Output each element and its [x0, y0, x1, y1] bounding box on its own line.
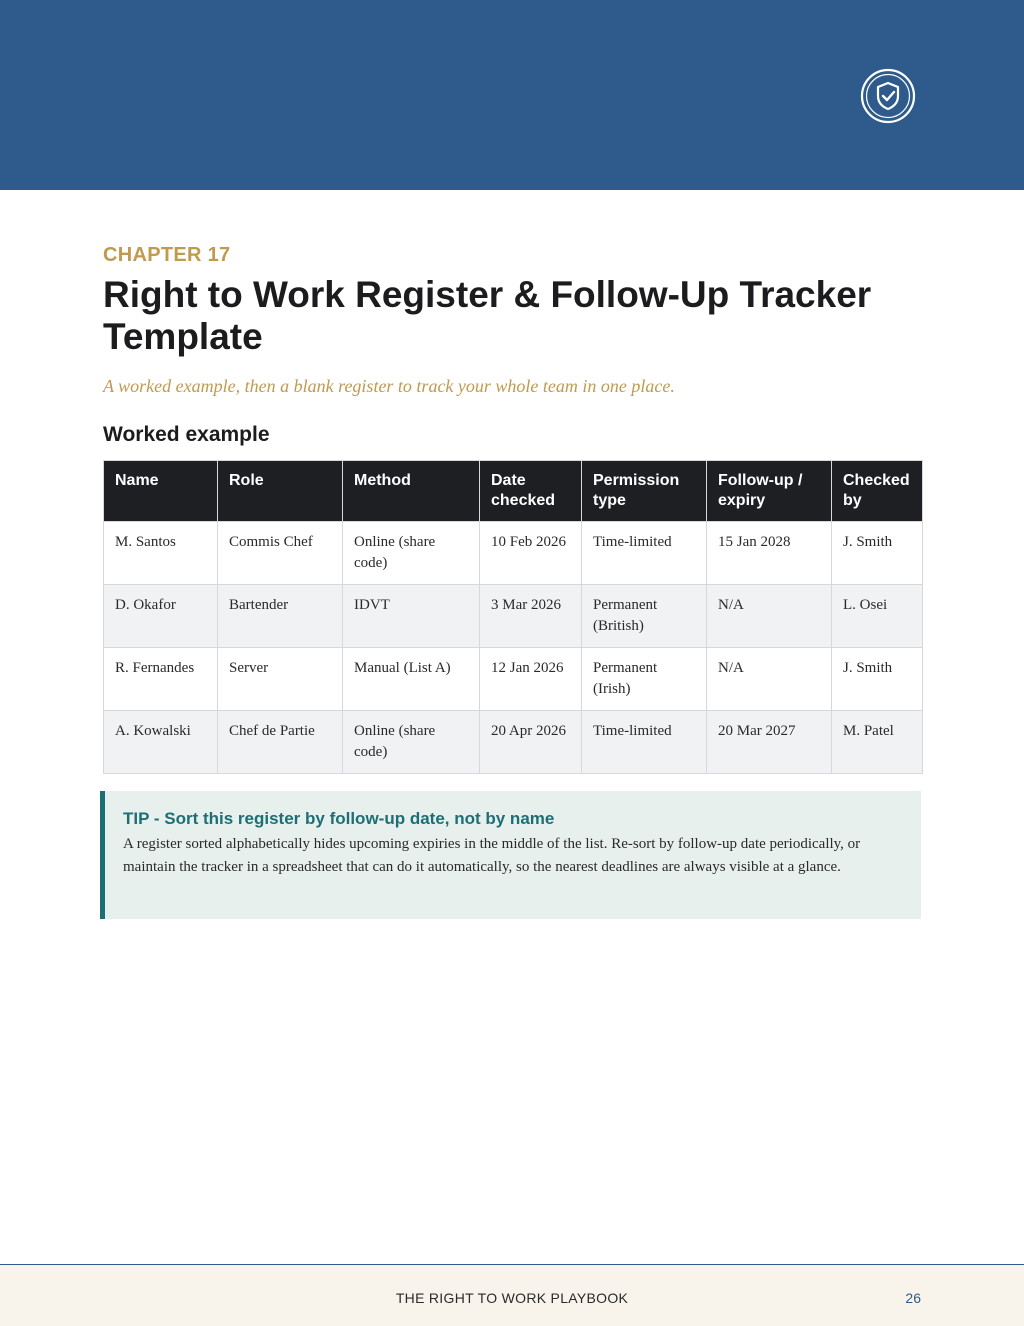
chapter-content	[103, 244, 921, 774]
cell-checked-by: J. Smith	[832, 522, 923, 585]
cell-method: IDVT	[343, 585, 480, 648]
column-header-date-checked: Date checked	[480, 461, 582, 522]
cell-date-checked: 20 Apr 2026	[480, 711, 582, 774]
tip-title: TIP - Sort this register by follow-up date, not by name	[123, 809, 555, 828]
cell-checked-by: L. Osei	[832, 585, 923, 648]
cell-follow-up: 15 Jan 2028	[707, 522, 832, 585]
table-row	[104, 585, 923, 648]
cell-follow-up: N/A	[707, 585, 832, 648]
header-band	[0, 0, 1024, 190]
cell-role: Bartender	[218, 585, 343, 648]
column-header-checked-by: Checked by	[832, 461, 923, 522]
cell-date-checked: 12 Jan 2026	[480, 648, 582, 711]
column-header-follow-up: Follow-up / expiry	[707, 461, 832, 522]
cell-follow-up: 20 Mar 2027	[707, 711, 832, 774]
table-row	[104, 648, 923, 711]
column-header-role: Role	[218, 461, 343, 522]
cell-permission-type: Permanent (British)	[582, 585, 707, 648]
footer-title: THE RIGHT TO WORK PLAYBOOK	[395, 1290, 629, 1306]
cell-name: A. Kowalski	[104, 711, 218, 774]
cell-role: Server	[218, 648, 343, 711]
cell-permission-type: Time-limited	[582, 711, 707, 774]
shield-check-icon	[860, 68, 916, 124]
chapter-label: CHAPTER 17	[103, 244, 231, 266]
page-number: 26	[905, 1290, 921, 1306]
table-row	[104, 711, 923, 774]
table-header-row	[104, 461, 923, 522]
page-subtitle: A worked example, then a blank register to track your whole team in one place.	[103, 376, 675, 396]
tip-body: A register sorted alphabetically hides upcoming expiries in the middle of the list. Re-sort by follow-up date periodically, or maintain the tracker in a spreadsheet that can do it automatically, so the nearest deadlines are always visible at a glance.	[123, 836, 861, 875]
cell-method: Manual (List A)	[343, 648, 480, 711]
cell-checked-by: J. Smith	[832, 648, 923, 711]
cell-method: Online (share code)	[343, 522, 480, 585]
cell-permission-type: Time-limited	[582, 522, 707, 585]
cell-date-checked: 3 Mar 2026	[480, 585, 582, 648]
cell-name: R. Fernandes	[104, 648, 218, 711]
cell-role: Commis Chef	[218, 522, 343, 585]
page-title: Right to Work Register & Follow-Up Tracker Template	[103, 274, 872, 357]
column-header-name: Name	[104, 461, 218, 522]
cell-name: M. Santos	[104, 522, 218, 585]
cell-method: Online (share code)	[343, 711, 480, 774]
section-heading: Worked example	[103, 423, 270, 446]
tip-callout	[100, 791, 921, 919]
cell-date-checked: 10 Feb 2026	[480, 522, 582, 585]
table-row	[104, 522, 923, 585]
column-header-permission-type: Permission type	[582, 461, 707, 522]
column-header-method: Method	[343, 461, 480, 522]
cell-checked-by: M. Patel	[832, 711, 923, 774]
register-table	[103, 460, 923, 774]
cell-permission-type: Permanent (Irish)	[582, 648, 707, 711]
cell-follow-up: N/A	[707, 648, 832, 711]
cell-role: Chef de Partie	[218, 711, 343, 774]
cell-name: D. Okafor	[104, 585, 218, 648]
page-footer	[0, 1264, 1024, 1326]
